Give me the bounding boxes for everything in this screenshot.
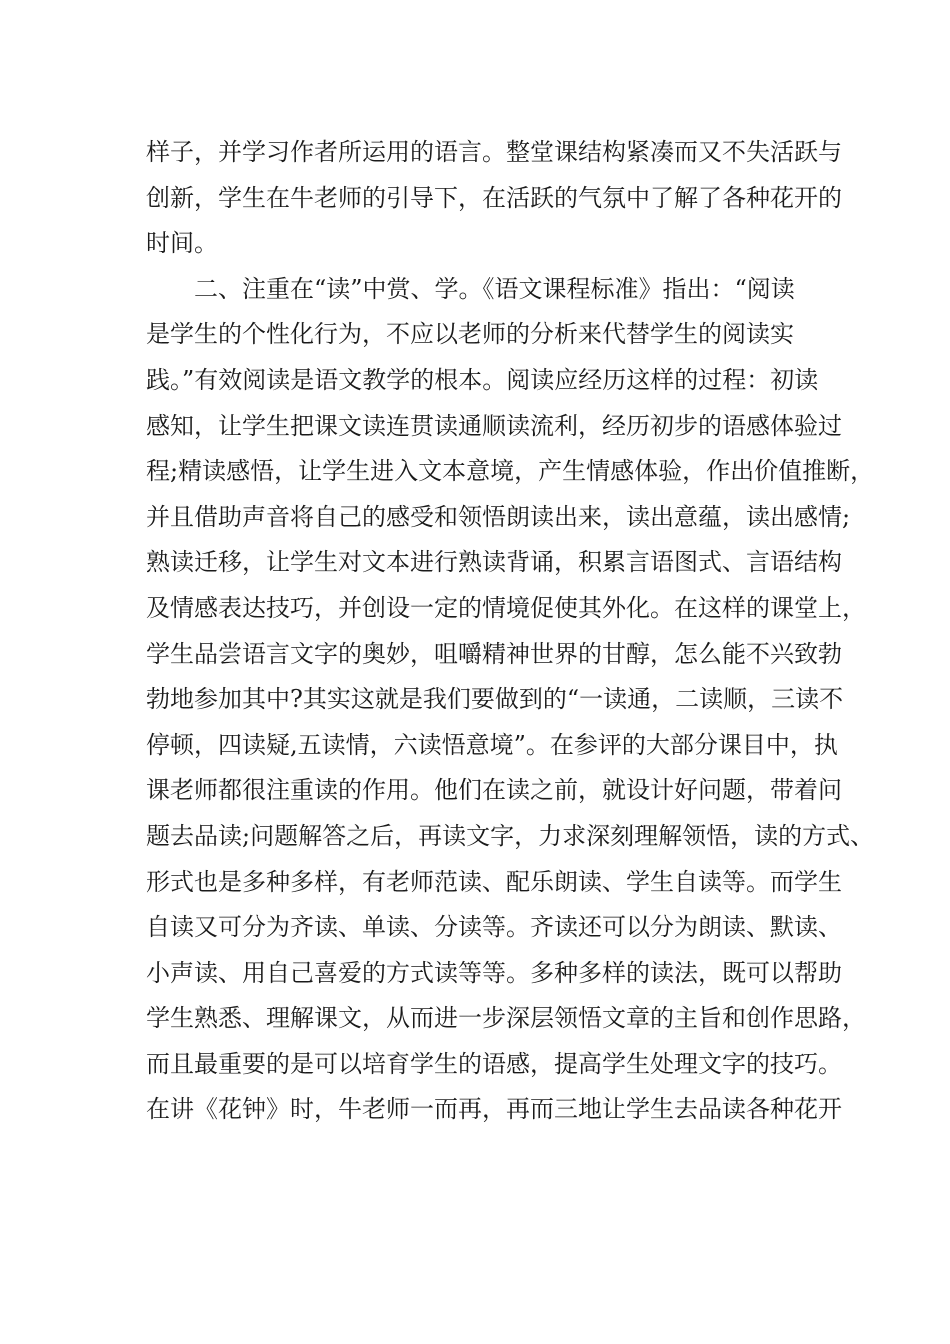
text-line: 创新，学生在牛老师的引导下，在活跃的气氛中了解了各种花开的 — [146, 183, 842, 212]
text-line: 课老师都很注重读的作用。他们在读之前，就设计好问题，带着问 — [146, 776, 842, 805]
text-line: 时间。 — [146, 229, 218, 258]
text-line: 并且借助声音将自己的感受和领悟朗读出来，读出意蕴，读出感情; — [146, 502, 851, 531]
text-line: 而且最重要的是可以培育学生的语感，提高学生处理文字的技巧。 — [146, 1049, 842, 1078]
text-line: 学生熟悉、理解课文，从而进一步深层领悟文章的主旨和创作思路， — [146, 1004, 866, 1033]
text-line: 自读又可分为齐读、单读、分读等。齐读还可以分为朗读、默读、 — [146, 913, 842, 942]
paragraph-start-line: 二、注重在“读”中赏、学。《语文课程标准》指出：“阅读 — [194, 274, 795, 303]
text-line: 题去品读;问题解答之后，再读文字，力求深刻理解领悟，读的方式、 — [146, 821, 875, 850]
text-line: 感知，让学生把课文读连贯读通顺读流利，经历初步的语感体验过 — [146, 411, 842, 440]
text-line: 及情感表达技巧，并创设一定的情境促使其外化。在这样的课堂上， — [146, 593, 866, 622]
text-line: 勃地参加其中?其实这就是我们要做到的“一读通，二读顺，三读不 — [146, 685, 844, 714]
text-line: 停顿，四读疑,五读情，六读悟意境”。在参评的大部分课目中，执 — [146, 730, 838, 759]
text-line: 是学生的个性化行为，不应以老师的分析来代替学生的阅读实 — [146, 320, 794, 349]
text-line: 样子，并学习作者所运用的语言。整堂课结构紧凑而又不失活跃与 — [146, 138, 842, 166]
text-line: 小声读、用自己喜爱的方式读等等。多种多样的读法，既可以帮助 — [146, 958, 842, 987]
text-line: 在讲《花钟》时，牛老师一而再，再而三地让学生去品读各种花开 — [146, 1095, 842, 1124]
text-line: 学生品尝语言文字的奥妙，咀嚼精神世界的甘醇，怎么能不兴致勃 — [146, 639, 842, 668]
text-line: 形式也是多种多样，有老师范读、配乐朗读、学生自读等。而学生 — [146, 867, 842, 896]
text-line: 践。”有效阅读是语文教学的根本。阅读应经历这样的过程：初读 — [146, 365, 819, 394]
body-text — [146, 130, 875, 1133]
text-line: 程;精读感悟，让学生进入文本意境，产生情感体验，作出价值推断， — [146, 457, 875, 486]
text-line: 熟读迁移，让学生对文本进行熟读背诵，积累言语图式、言语结构 — [146, 548, 842, 577]
